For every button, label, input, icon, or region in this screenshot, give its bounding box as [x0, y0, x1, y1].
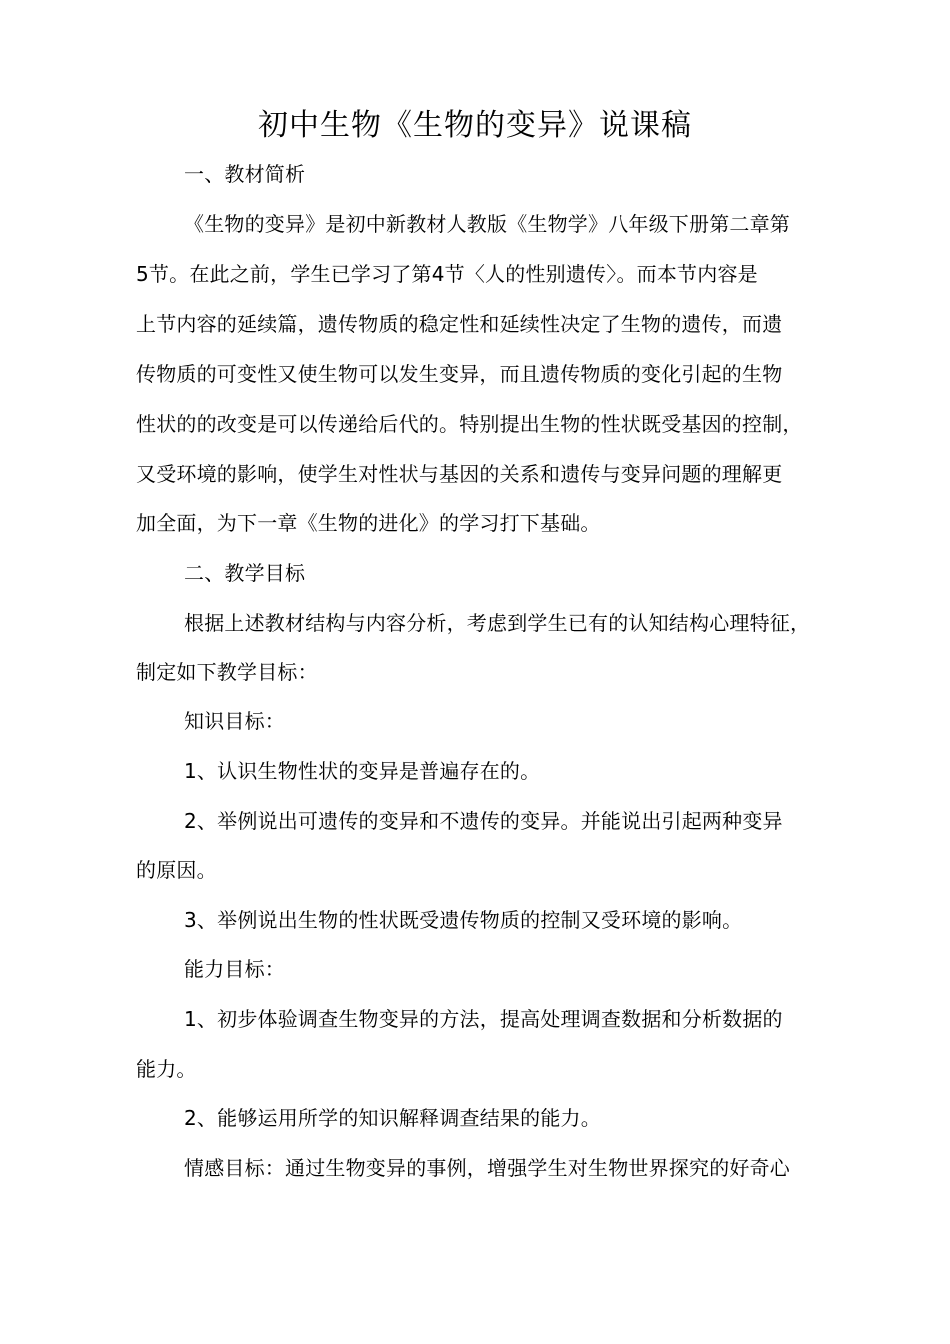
list-item: 2、能够运用所学的知识解释调查结果的能力。 — [184, 1106, 601, 1130]
paragraph-line: 传物质的可变性又使生物可以发生变异，而且遗传物质的变化引起的生物 — [136, 362, 783, 386]
section-heading-teaching-goals: 二、教学目标 — [184, 561, 306, 585]
subheading-knowledge-goals: 知识目标： — [184, 709, 285, 733]
paragraph-line: 5节。在此之前，学生已学习了第4节〈人的性别遗传〉。而本节内容是 — [136, 262, 758, 286]
paragraph-line: 《生物的变异》是初中新教材人教版《生物学》八年级下册第二章第 — [184, 212, 790, 236]
paragraph-line: 又受环境的影响，使学生对性状与基因的关系和遗传与变异问题的理解更 — [136, 462, 783, 486]
paragraph-line: 性状的的改变是可以传递给后代的。特别提出生物的性状既受基因的控制， — [136, 412, 803, 436]
list-item: 1、初步体验调查生物变异的方法，提高处理调查数据和分析数据的 — [184, 1007, 783, 1031]
list-item: 3、举例说出生物的性状既受遗传物质的控制又受环境的影响。 — [184, 908, 743, 932]
list-item: 2、举例说出可遗传的变异和不遗传的变异。并能说出引起两种变异 — [184, 809, 783, 833]
paragraph-line: 根据上述教材结构与内容分析，考虑到学生已有的认知结构心理特征， — [184, 611, 811, 635]
paragraph-line: 上节内容的延续篇，遗传物质的稳定性和延续性决定了生物的遗传，而遗 — [136, 312, 783, 336]
paragraph-line: 加全面，为下一章《生物的进化》的学习打下基础。 — [136, 511, 601, 535]
paragraph-line: 制定如下教学目标： — [136, 660, 318, 684]
list-item: 1、认识生物性状的变异是普遍存在的。 — [184, 759, 541, 783]
list-item-continuation: 能力。 — [136, 1057, 197, 1081]
subheading-ability-goals: 能力目标： — [184, 957, 285, 981]
section-heading-textbook-analysis: 一、教材简析 — [184, 162, 306, 186]
document-title: 初中生物《生物的变异》说课稿 — [258, 108, 692, 143]
subheading-emotional-goals: 情感目标：通过生物变异的事例，增强学生对生物世界探究的好奇心 — [184, 1156, 790, 1180]
list-item-continuation: 的原因。 — [136, 858, 217, 882]
